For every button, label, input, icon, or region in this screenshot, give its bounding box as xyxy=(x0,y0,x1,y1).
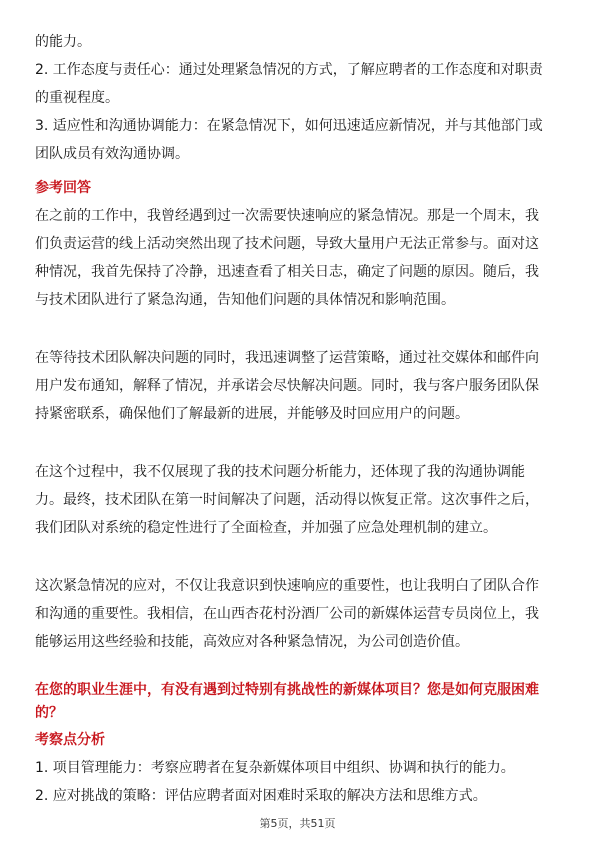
page-footer: 第5页，共51页 xyxy=(259,817,336,830)
intro-tail-text: 的能力。 xyxy=(35,34,91,50)
paragraph-3-line-3: 我们团队对系统的稳定性进行了全面检查，并加强了应急处理机制的建立。 xyxy=(35,520,497,536)
paragraph-2-line-2: 用户发布通知，解释了情况，并承诺会尽快解决问题。同时，我与客户服务团队保 xyxy=(35,378,539,394)
paragraph-2-line-1: 在等待技术团队解决问题的同时，我迅速调整了运营策略，通过社交媒体和邮件向 xyxy=(35,350,539,366)
paragraph-3-line-1: 在这个过程中，我不仅展现了我的技术问题分析能力，还体现了我的沟通协调能 xyxy=(35,464,525,480)
paragraph-4-line-3: 能够运用这些经验和技能，高效应对各种紧急情况，为公司创造价值。 xyxy=(35,634,469,650)
paragraph-1-line-3: 种情况，我首先保持了冷静，迅速查看了相关日志，确定了问题的原因。随后，我 xyxy=(35,264,539,280)
paragraph-4-line-1: 这次紧急情况的应对，不仅让我意识到快速响应的重要性，也让我明白了团队合作 xyxy=(35,578,539,594)
criterion-2-line2: 的重视程度。 xyxy=(35,90,119,106)
criterion-3-line1: 3. 适应性和沟通协调能力：在紧急情况下，如何迅速适应新情况，并与其他部门或 xyxy=(35,118,543,134)
analysis-criterion-1: 1. 项目管理能力：考察应聘者在复杂新媒体项目中组织、协调和执行的能力。 xyxy=(35,760,515,776)
criterion-3-line2: 团队成员有效沟通协调。 xyxy=(35,146,189,162)
paragraph-4-line-2: 和沟通的重要性。我相信，在山西杏花村汾酒厂公司的新媒体运营专员岗位上，我 xyxy=(35,606,539,622)
question-line-2: 的？ xyxy=(35,705,63,721)
paragraph-1-line-2: 们负责运营的线上活动突然出现了技术问题，导致大量用户无法正常参与。面对这 xyxy=(35,236,539,252)
analysis-heading: 考察点分析 xyxy=(35,732,105,748)
paragraph-3-line-2: 力。最终，技术团队在第一时间解决了问题，活动得以恢复正常。这次事件之后， xyxy=(35,492,539,508)
criterion-2-line1: 2. 工作态度与责任心：通过处理紧急情况的方式，了解应聘者的工作态度和对职责 xyxy=(35,62,543,78)
analysis-criterion-2: 2. 应对挑战的策略：评估应聘者面对困难时采取的解决方法和思维方式。 xyxy=(35,788,487,804)
paragraph-2-line-3: 持紧密联系，确保他们了解最新的进展，并能够及时回应用户的问题。 xyxy=(35,406,469,422)
paragraph-1-line-1: 在之前的工作中，我曾经遇到过一次需要快速响应的紧急情况。那是一个周末，我 xyxy=(35,208,539,224)
question-line-1: 在您的职业生涯中，有没有遇到过特别有挑战性的新媒体项目？您是如何克服困难 xyxy=(35,682,539,698)
paragraph-1-line-4: 与技术团队进行了紧急沟通，告知他们问题的具体情况和影响范围。 xyxy=(35,292,455,308)
answer-heading: 参考回答 xyxy=(35,180,91,196)
